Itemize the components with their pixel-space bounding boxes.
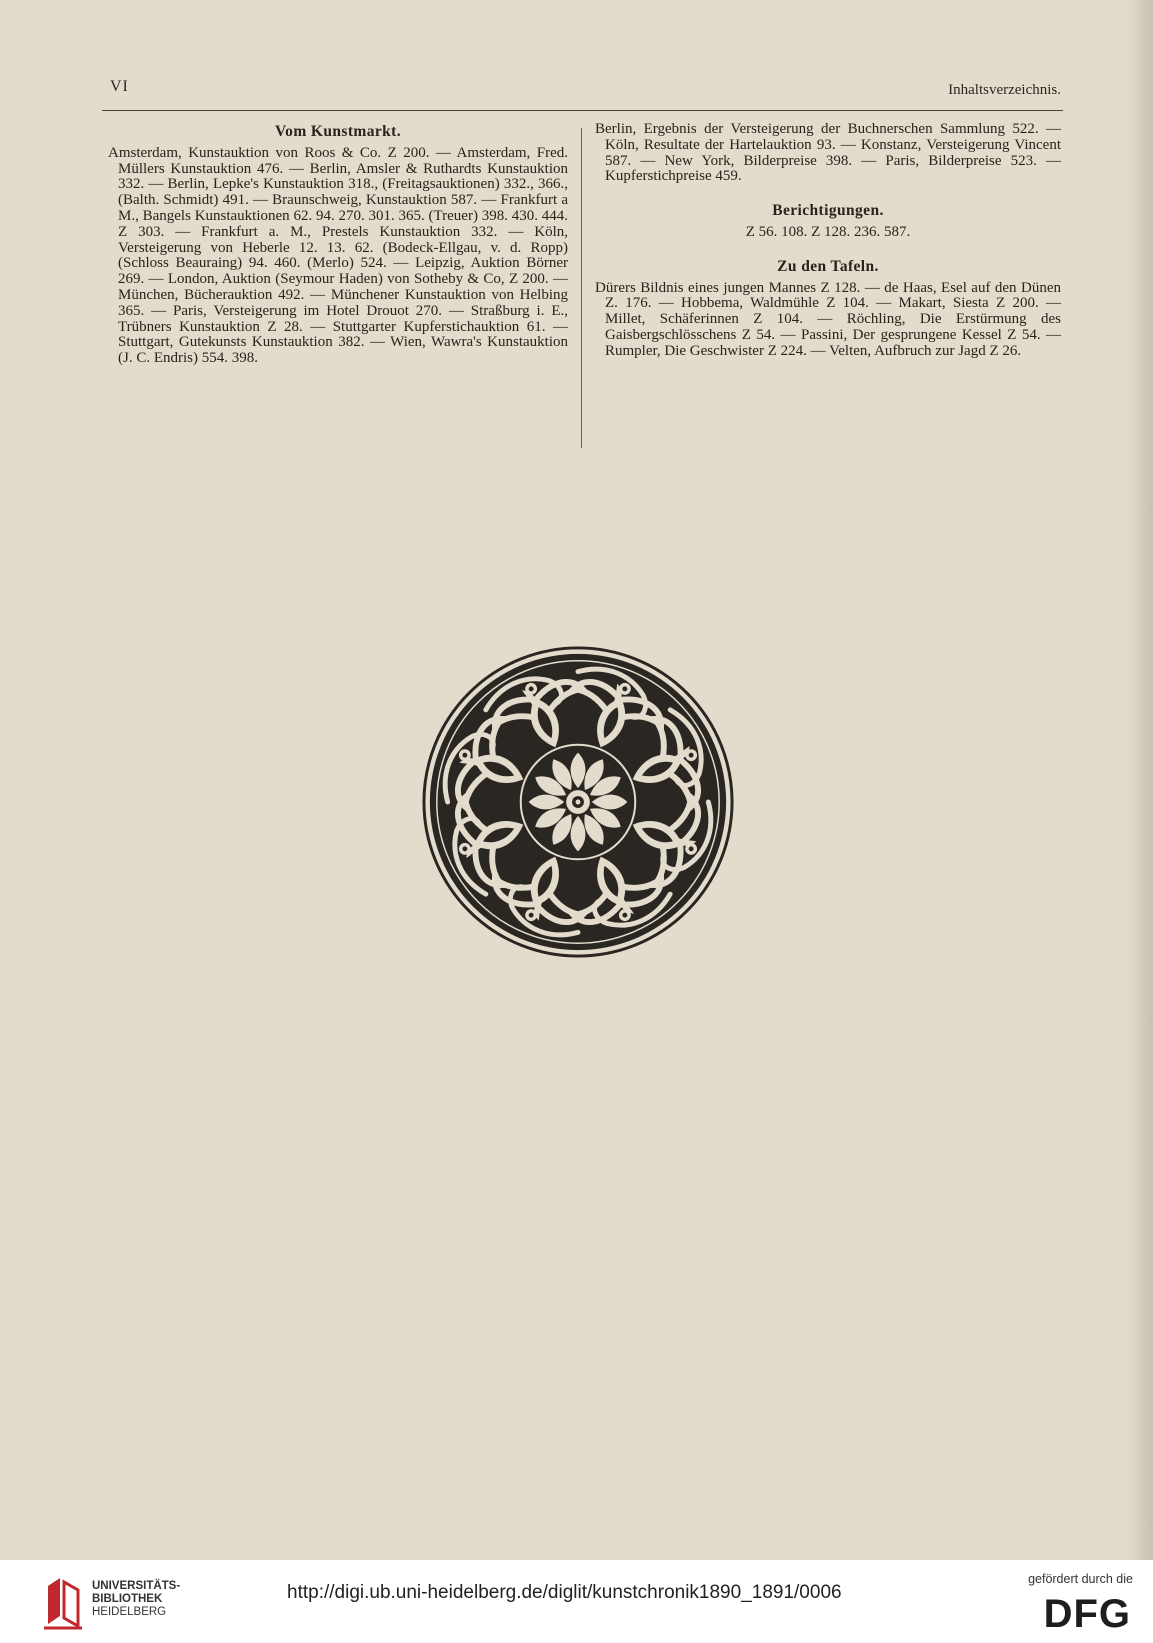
plates-entries: Dürers Bildnis eines jungen Mannes Z 128. — de Haas, Esel auf den Dünen Z. 176. — Hobbema, Waldmühle Z 104. — Makart, Siesta Z 200. — Millet, Schäferinnen Z 104. — Röchling, Die Erstürmung des Gaisbergschlösschens Z 54. — Passini, Der gesprungene Kessel Z 54. — Rumpler, Die Geschwister Z 224. — Velten, Aufbruch zur Jagd Z 26. bbox=[595, 279, 1061, 359]
dfg-logo: DFG bbox=[1043, 1592, 1131, 1636]
kunstmarkt-entries: Amsterdam, Kunstauktion von Roos & Co. Z 200. — Amsterdam, Fred. Müllers Kunstauktion 476. — Berlin, Amsler & Ruthardts Kunstauktion 332. — Berlin, Lepke's Kunstauktion 318., (Freitagsauktionen) 332., 366., (Balth. Schmidt) 491. — Braunschweig, Kunstauktion 587. — Frankfurt a M., Bangels Kunstauktionen 62. 94. 270. 301. 365. (Treuer) 398. 430. 444. Z 303. — Frankfurt a. M., Prestels Kunstauktion 332. — Köln, Versteigerung von Heberle 12. 13. 62. (Bodeck-Ellgau, v. d. Ropp) (Schloss Beauraing) 94. 460. (Merlo) 524. — Leipzig, Auktion Börner 269. — London, Auktion (Seymour Haden) von Sotheby & Co, Z 200. — München, Bücherauktion 492. — Münchener Kunstauktion von Helbing 365. — Paris, Versteigerung im Hotel Drouot 270. — Straßburg i. E., Trübners Kunstauktion Z 28. — Stuttgarter Kupferstichauktion 61. — Stuttgart, Gutekunsts Kunstauktion 382. — Wien, Wawra's Kunstauktion (J. C. Endris) 554. 398. bbox=[108, 144, 568, 367]
column-divider bbox=[581, 128, 582, 448]
kunstmarkt-continuation: Berlin, Ergebnis der Versteigerung der Buchnerschen Sammlung 522. — Köln, Resultate der Hartelauktion 93. — Konstanz, Versteigerung Vincent 587. — New York, Bilderpreise 398. — Paris, Bilderpreise 523. — Kupferstichpreise 459. bbox=[595, 121, 1061, 185]
right-column bbox=[595, 122, 1061, 360]
library-name bbox=[92, 1580, 180, 1619]
section-heading-berichtigungen: Berichtigungen. bbox=[772, 202, 884, 220]
corrections-entries: Z 56. 108. Z 128. 236. 587. bbox=[745, 223, 911, 240]
digitization-footer bbox=[0, 1560, 1153, 1643]
circular-floral-ornament-icon bbox=[420, 644, 736, 960]
running-head bbox=[110, 78, 1061, 100]
library-name-line3: HEIDELBERG bbox=[92, 1606, 167, 1618]
university-library-logo-icon bbox=[40, 1574, 86, 1630]
header-rule bbox=[102, 110, 1063, 111]
left-column bbox=[108, 122, 568, 367]
library-name-line2: BIBLIOTHEK bbox=[92, 1593, 163, 1605]
library-name-line1: UNIVERSITÄTS- bbox=[92, 1580, 181, 1592]
funding-note: gefördert durch die bbox=[1028, 1572, 1133, 1586]
page-number: VI bbox=[110, 78, 129, 95]
source-url-link[interactable]: http://digi.ub.uni-heidelberg.de/diglit/kunstchronik1890_1891/0006 bbox=[287, 1582, 842, 1603]
section-heading-tafeln: Zu den Tafeln. bbox=[777, 257, 879, 275]
running-title: Inhaltsverzeichnis. bbox=[948, 82, 1061, 98]
section-heading-kunstmarkt: Vom Kunstmarkt. bbox=[275, 123, 401, 140]
